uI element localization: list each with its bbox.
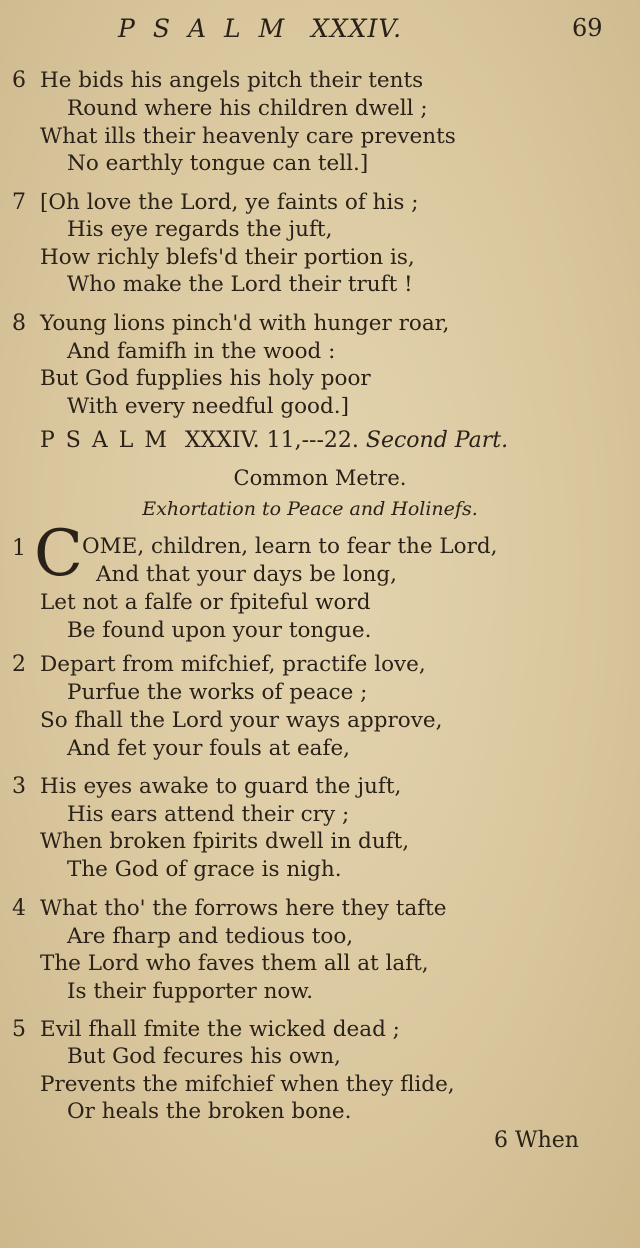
psalm-subject: Exhortation to Peace and Holinefs. — [142, 498, 478, 520]
verse-line: His eye regards the juft, — [67, 217, 333, 242]
verse-line: And that your days be long, — [96, 562, 397, 587]
verse-line: OME, children, learn to fear the Lord, — [82, 534, 498, 559]
metre-label: Common Metre. — [233, 466, 407, 490]
verse-line: What ills their heavenly care prevents — [40, 124, 456, 149]
verse-line: Evil fhall fmite the wicked dead ; — [40, 1017, 400, 1042]
stanza-number: 7 — [12, 190, 26, 215]
part-heading — [40, 428, 508, 453]
verse-line: Or heals the broken bone. — [67, 1099, 352, 1124]
part-heading-label: Second Part. — [365, 428, 509, 453]
stanza-number: 5 — [12, 1017, 26, 1042]
stanza-number: 4 — [12, 896, 26, 921]
verse-line: And famifh in the wood : — [67, 339, 336, 364]
verse-line: Depart from mifchief, practife love, — [40, 652, 426, 677]
part-heading-range: XXXIV. 11,---22. — [184, 428, 359, 453]
verse-line: So fhall the Lord your ways approve, — [40, 708, 443, 733]
page-number: 69 — [572, 14, 603, 42]
verse-line: Purfue the works of peace ; — [67, 680, 368, 705]
verse-line: How richly blefs'd their portion is, — [40, 245, 415, 270]
verse-line: Let not a falfe or fpiteful word — [40, 590, 371, 615]
verse-line: But God fupplies his holy poor — [40, 366, 371, 391]
running-head-title: PSALM — [118, 14, 303, 43]
part-heading-title: PSALM — [40, 428, 178, 453]
verse-line: Young lions pinch'd with hunger roar, — [40, 311, 450, 336]
running-head — [118, 14, 402, 43]
verse-line: When broken fpirits dwell in duft, — [40, 829, 410, 854]
verse-line: No earthly tongue can tell.] — [67, 151, 369, 176]
verse-line: Be found upon your tongue. — [67, 618, 372, 643]
verse-line: [Oh love the Lord, ye faints of his ; — [40, 190, 419, 215]
stanza-number: 6 — [12, 68, 26, 93]
verse-line: Is their fupporter now. — [67, 979, 314, 1004]
verse-line: What tho' the forrows here they tafte — [40, 896, 447, 921]
stanza-number: 3 — [12, 774, 26, 799]
verse-line: His eyes awake to guard the juft, — [40, 774, 402, 799]
verse-line: The Lord who faves them all at laft, — [40, 951, 429, 976]
drop-cap: C — [34, 517, 83, 591]
running-head-numeral: XXXIV. — [311, 14, 403, 43]
verse-line: Round where his children dwell ; — [67, 96, 428, 121]
verse-line: The God of grace is nigh. — [67, 857, 342, 882]
verse-line: But God fecures his own, — [67, 1044, 341, 1069]
verse-line: And fet your fouls at eafe, — [67, 736, 351, 761]
verse-line: Are fharp and tedious too, — [67, 924, 354, 949]
verse-line: With every needful good.] — [67, 394, 349, 419]
verse-line: Prevents the mifchief when they flide, — [40, 1072, 455, 1097]
verse-line: He bids his angels pitch their tents — [40, 68, 424, 93]
stanza-number: 8 — [12, 311, 26, 336]
stanza-number: 1 — [12, 536, 26, 561]
stanza-number: 2 — [12, 652, 26, 677]
catchword: 6 When — [494, 1128, 579, 1153]
verse-line: His ears attend their cry ; — [67, 802, 350, 827]
verse-line: Who make the Lord their truft ! — [67, 272, 413, 297]
